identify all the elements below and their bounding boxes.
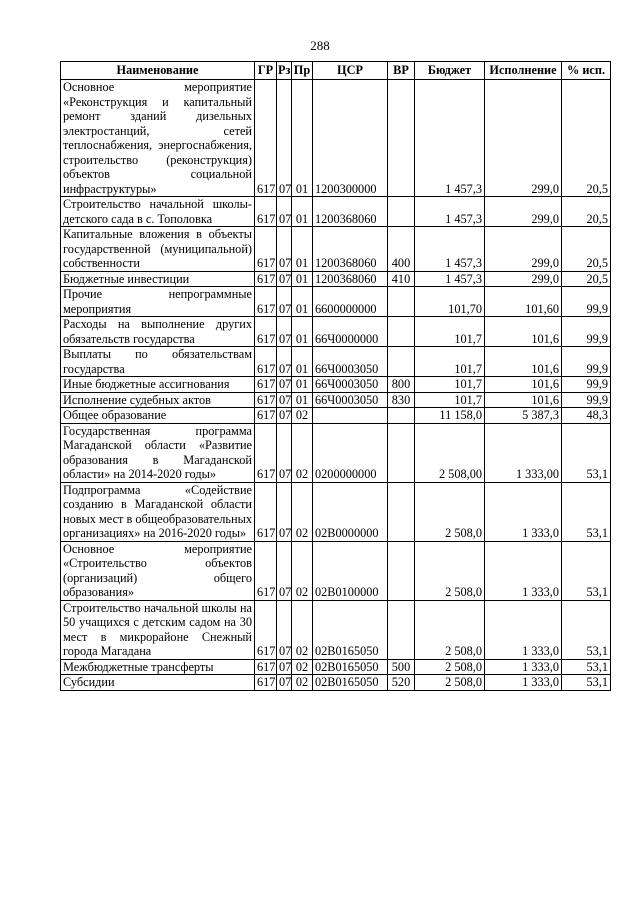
header-gr: ГР (255, 62, 277, 80)
cell-percent: 53,1 (562, 482, 611, 541)
cell-name: Основное мероприятие «Реконструкция и капитальный ремонт зданий дизельных электростанций, сетей теплоснабжения, энергоснабжения, строительство (реконструкция) объектов социальной инфраструктуры» (61, 80, 255, 197)
cell-rz: 07 (277, 317, 292, 347)
cell-pr: 01 (292, 271, 313, 287)
cell-execution: 101,6 (485, 347, 562, 377)
cell-execution: 5 387,3 (485, 408, 562, 424)
cell-name: Бюджетные инвестиции (61, 271, 255, 287)
cell-pr: 01 (292, 80, 313, 197)
cell-pr: 01 (292, 227, 313, 272)
table-row (61, 659, 611, 675)
budget-table (60, 61, 611, 691)
cell-name: Подпрограмма «Содействие созданию в Магаданской области новых мест в общеобразовательных организациях» на 2016-2020 годы» (61, 482, 255, 541)
cell-name: Прочие непрограммные мероприятия (61, 287, 255, 317)
cell-gr: 617 (255, 482, 277, 541)
cell-rz: 07 (277, 197, 292, 227)
cell-gr: 617 (255, 197, 277, 227)
cell-gr: 617 (255, 287, 277, 317)
cell-percent: 48,3 (562, 408, 611, 424)
cell-budget: 11 158,0 (415, 408, 485, 424)
header-name: Наименование (61, 62, 255, 80)
table-row (61, 377, 611, 393)
cell-vr (388, 408, 415, 424)
cell-csr: 66Ч0000000 (313, 317, 388, 347)
table-row (61, 271, 611, 287)
cell-name: Строительство начальной школы на 50 учащихся с детским садом на 30 мест в микрорайоне Снежный города Магадана (61, 600, 255, 659)
cell-name: Выплаты по обязательствам государства (61, 347, 255, 377)
cell-rz: 07 (277, 287, 292, 317)
cell-percent: 53,1 (562, 541, 611, 600)
cell-pr: 02 (292, 423, 313, 482)
cell-execution: 1 333,0 (485, 659, 562, 675)
cell-gr: 617 (255, 227, 277, 272)
cell-percent: 20,5 (562, 197, 611, 227)
table-body (61, 80, 611, 691)
cell-percent: 99,9 (562, 377, 611, 393)
table-row (61, 347, 611, 377)
cell-csr: 1200368060 (313, 227, 388, 272)
cell-vr (388, 80, 415, 197)
cell-name: Основное мероприятие «Строительство объектов (организаций) общего образования» (61, 541, 255, 600)
cell-rz: 07 (277, 227, 292, 272)
cell-execution: 1 333,0 (485, 675, 562, 691)
cell-execution: 299,0 (485, 197, 562, 227)
cell-gr: 617 (255, 423, 277, 482)
cell-rz: 07 (277, 271, 292, 287)
cell-execution: 299,0 (485, 227, 562, 272)
cell-execution: 101,60 (485, 287, 562, 317)
cell-name: Расходы на выполнение других обязательств государства (61, 317, 255, 347)
cell-rz: 07 (277, 600, 292, 659)
cell-name: Субсидии (61, 675, 255, 691)
cell-percent: 53,1 (562, 600, 611, 659)
cell-gr: 617 (255, 347, 277, 377)
cell-percent: 99,9 (562, 317, 611, 347)
cell-gr: 617 (255, 408, 277, 424)
cell-budget: 2 508,0 (415, 482, 485, 541)
cell-rz: 07 (277, 423, 292, 482)
cell-gr: 617 (255, 541, 277, 600)
cell-rz: 07 (277, 541, 292, 600)
cell-rz: 07 (277, 408, 292, 424)
table-row (61, 600, 611, 659)
cell-name: Государственная программа Магаданской области «Развитие образования в Магаданской области» на 2014-2020 годы» (61, 423, 255, 482)
cell-budget: 101,7 (415, 347, 485, 377)
cell-pr: 02 (292, 408, 313, 424)
cell-percent: 53,1 (562, 675, 611, 691)
cell-vr: 500 (388, 659, 415, 675)
table-row (61, 482, 611, 541)
cell-vr: 400 (388, 227, 415, 272)
cell-csr: 66Ч0003050 (313, 377, 388, 393)
cell-vr (388, 482, 415, 541)
cell-percent: 53,1 (562, 659, 611, 675)
cell-vr (388, 347, 415, 377)
cell-percent: 99,9 (562, 392, 611, 408)
cell-pr: 02 (292, 541, 313, 600)
cell-pr: 01 (292, 317, 313, 347)
cell-vr: 520 (388, 675, 415, 691)
cell-csr: 1200368060 (313, 197, 388, 227)
cell-budget: 2 508,0 (415, 541, 485, 600)
cell-name: Капитальные вложения в объекты государственной (муниципальной) собственности (61, 227, 255, 272)
cell-csr: 02В0100000 (313, 541, 388, 600)
cell-budget: 1 457,3 (415, 197, 485, 227)
cell-execution: 299,0 (485, 80, 562, 197)
cell-pr: 01 (292, 347, 313, 377)
page-number: 288 (310, 38, 330, 53)
cell-csr: 02В0165050 (313, 600, 388, 659)
cell-rz: 07 (277, 675, 292, 691)
cell-rz: 07 (277, 80, 292, 197)
cell-name: Строительство начальной школы-детского сада в с. Тополовка (61, 197, 255, 227)
cell-name: Общее образование (61, 408, 255, 424)
cell-csr: 6600000000 (313, 287, 388, 317)
cell-rz: 07 (277, 392, 292, 408)
header-row (61, 62, 611, 80)
cell-pr: 01 (292, 287, 313, 317)
cell-csr (313, 408, 388, 424)
header-budget: Бюджет (415, 62, 485, 80)
cell-gr: 617 (255, 392, 277, 408)
cell-name: Иные бюджетные ассигнования (61, 377, 255, 393)
cell-gr: 617 (255, 659, 277, 675)
cell-csr: 0200000000 (313, 423, 388, 482)
table-row (61, 423, 611, 482)
cell-gr: 617 (255, 271, 277, 287)
table-row (61, 227, 611, 272)
cell-csr: 02В0000000 (313, 482, 388, 541)
table-row (61, 197, 611, 227)
table-row (61, 287, 611, 317)
cell-budget: 2 508,00 (415, 423, 485, 482)
cell-vr (388, 541, 415, 600)
cell-execution: 1 333,0 (485, 482, 562, 541)
cell-pr: 01 (292, 392, 313, 408)
cell-percent: 20,5 (562, 271, 611, 287)
cell-rz: 07 (277, 347, 292, 377)
table-row (61, 317, 611, 347)
table-row (61, 80, 611, 197)
cell-gr: 617 (255, 80, 277, 197)
cell-budget: 2 508,0 (415, 600, 485, 659)
table-row (61, 392, 611, 408)
cell-csr: 66Ч0003050 (313, 392, 388, 408)
cell-csr: 1200368060 (313, 271, 388, 287)
cell-gr: 617 (255, 675, 277, 691)
cell-budget: 101,70 (415, 287, 485, 317)
cell-percent: 99,9 (562, 287, 611, 317)
cell-vr: 800 (388, 377, 415, 393)
cell-execution: 299,0 (485, 271, 562, 287)
cell-vr: 410 (388, 271, 415, 287)
cell-vr (388, 423, 415, 482)
cell-budget: 1 457,3 (415, 80, 485, 197)
cell-budget: 1 457,3 (415, 271, 485, 287)
cell-gr: 617 (255, 600, 277, 659)
cell-name: Исполнение судебных актов (61, 392, 255, 408)
cell-execution: 1 333,00 (485, 423, 562, 482)
header-csr: ЦСР (313, 62, 388, 80)
cell-execution: 1 333,0 (485, 541, 562, 600)
cell-rz: 07 (277, 482, 292, 541)
cell-csr: 02В0165050 (313, 659, 388, 675)
header-rz: Рз (277, 62, 292, 80)
header-vr: ВР (388, 62, 415, 80)
cell-pr: 02 (292, 600, 313, 659)
cell-pr: 01 (292, 377, 313, 393)
cell-budget: 101,7 (415, 377, 485, 393)
cell-pr: 02 (292, 675, 313, 691)
cell-percent: 20,5 (562, 80, 611, 197)
cell-vr (388, 317, 415, 347)
header-execution: Исполнение (485, 62, 562, 80)
cell-percent: 53,1 (562, 423, 611, 482)
cell-gr: 617 (255, 377, 277, 393)
cell-budget: 101,7 (415, 317, 485, 347)
cell-percent: 99,9 (562, 347, 611, 377)
cell-budget: 2 508,0 (415, 659, 485, 675)
cell-execution: 101,6 (485, 377, 562, 393)
table-row (61, 541, 611, 600)
cell-pr: 02 (292, 659, 313, 675)
table-row (61, 675, 611, 691)
cell-vr: 830 (388, 392, 415, 408)
cell-rz: 07 (277, 377, 292, 393)
cell-pr: 02 (292, 482, 313, 541)
cell-execution: 101,6 (485, 317, 562, 347)
cell-csr: 66Ч0003050 (313, 347, 388, 377)
header-percent: % исп. (562, 62, 611, 80)
cell-pr: 01 (292, 197, 313, 227)
header-pr: Пр (292, 62, 313, 80)
cell-gr: 617 (255, 317, 277, 347)
cell-budget: 101,7 (415, 392, 485, 408)
cell-budget: 2 508,0 (415, 675, 485, 691)
cell-execution: 101,6 (485, 392, 562, 408)
cell-csr: 02В0165050 (313, 675, 388, 691)
cell-budget: 1 457,3 (415, 227, 485, 272)
cell-percent: 20,5 (562, 227, 611, 272)
cell-rz: 07 (277, 659, 292, 675)
cell-csr: 1200300000 (313, 80, 388, 197)
cell-vr (388, 287, 415, 317)
cell-vr (388, 197, 415, 227)
cell-execution: 1 333,0 (485, 600, 562, 659)
cell-name: Межбюджетные трансферты (61, 659, 255, 675)
table-row (61, 408, 611, 424)
cell-vr (388, 600, 415, 659)
